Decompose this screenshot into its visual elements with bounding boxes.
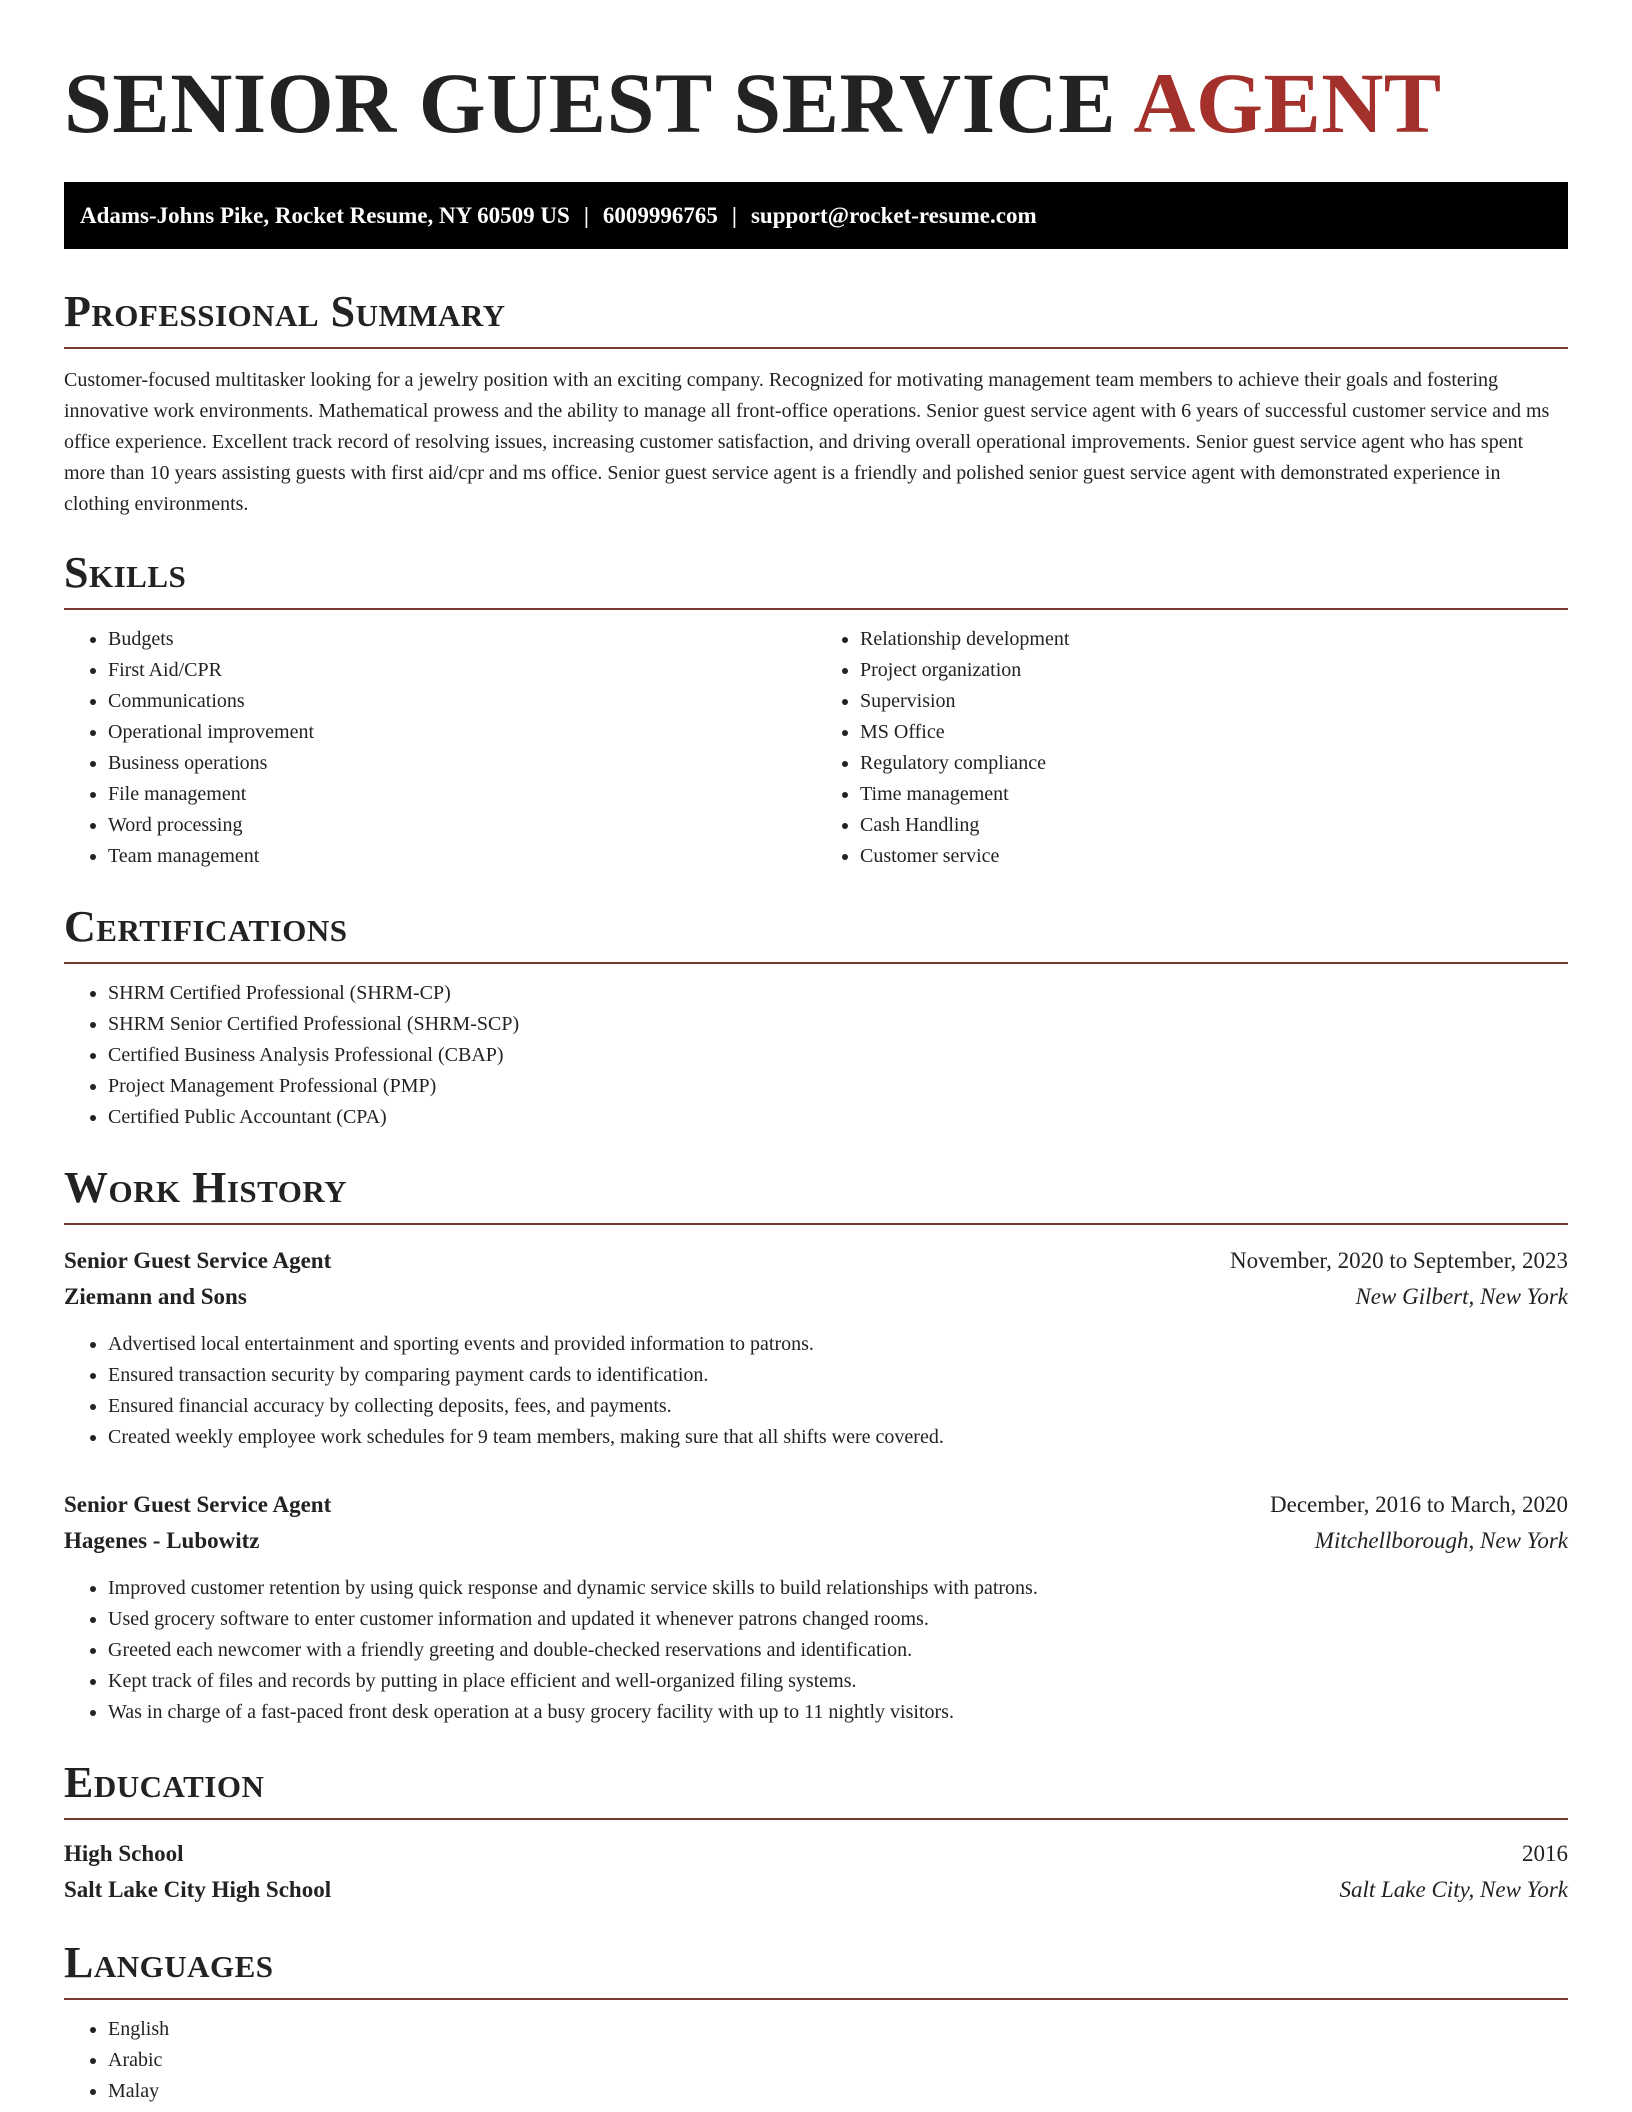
skill-item: • Regulatory compliance: [860, 748, 1568, 779]
skill-item: • First Aid/CPR: [108, 655, 816, 686]
section-title-work-history: Work History: [64, 1163, 348, 1212]
job-company: Hagenes - Lubowitz: [64, 1528, 260, 1553]
job-location: New Gilbert, New York: [1355, 1284, 1568, 1309]
job-bullet: • Used grocery software to enter customer information and updated it whenever patrons changed rooms.: [108, 1604, 1568, 1635]
skills-list-right: [816, 624, 1568, 872]
skills-section: [64, 548, 1568, 872]
resume-title: [64, 0, 1568, 150]
contact-email: support@rocket-resume.com: [750, 203, 1037, 228]
job-header-row: [64, 1487, 1568, 1523]
skill-item: • File management: [108, 779, 816, 810]
job-title: Senior Guest Service Agent: [64, 1492, 332, 1517]
work-history-section: [64, 1163, 1568, 1728]
contact-phone: 6009996765: [602, 203, 718, 228]
section-title-skills: Skills: [64, 548, 187, 597]
skill-item: • Supervision: [860, 686, 1568, 717]
section-title-certifications: Certifications: [64, 902, 348, 951]
job-entry: [64, 1243, 1568, 1453]
certification-item: • SHRM Certified Professional (SHRM-CP): [108, 978, 1568, 1009]
skill-item: • MS Office: [860, 717, 1568, 748]
job-title: Senior Guest Service Agent: [64, 1248, 332, 1273]
section-title-education: Education: [64, 1758, 265, 1807]
language-item: • Malay: [108, 2076, 1568, 2107]
certification-item: • Certified Public Accountant (CPA): [108, 1102, 1568, 1133]
skill-item: • Communications: [108, 686, 816, 717]
job-bullet: • Advertised local entertainment and sporting events and provided information to patrons.: [108, 1329, 1568, 1360]
section-divider: [64, 1818, 1568, 1820]
contact-bar: [64, 182, 1568, 249]
title-main: SENIOR GUEST SERVICE: [64, 55, 1117, 151]
skills-columns: [64, 610, 1568, 872]
job-entry: [64, 1487, 1568, 1728]
section-title-summary: Professional Summary: [64, 287, 506, 336]
job-header-row: [64, 1243, 1568, 1279]
languages-section: [64, 1938, 1568, 2107]
section-divider: [64, 347, 1568, 349]
education-year: 2016: [1522, 1841, 1568, 1866]
skill-item: • Word processing: [108, 810, 816, 841]
education-location: Salt Lake City, New York: [1339, 1877, 1568, 1902]
job-location: Mitchellborough, New York: [1314, 1528, 1568, 1553]
education-degree: High School: [64, 1841, 184, 1866]
job-bullet: • Was in charge of a fast-paced front desk operation at a busy grocery facility with up to 11 nightly visitors.: [108, 1697, 1568, 1728]
job-dates: November, 2020 to September, 2023: [1230, 1248, 1568, 1273]
section-divider: [64, 1223, 1568, 1225]
contact-separator: |: [583, 203, 589, 228]
job-bullets: [64, 1329, 1568, 1453]
job-bullet: • Created weekly employee work schedules for 9 team members, making sure that all shifts were covered.: [108, 1422, 1568, 1453]
skill-item: • Time management: [860, 779, 1568, 810]
summary-text: Customer-focused multitasker looking for a jewelry position with an exciting company. Recognized for motivating management team members to achieve their goals and fostering innovative work environments. Mathematical prowess and the ability to manage all front-office operations. Senior guest service agent with 6 years of successful customer service and ms office experience. Excellent track record of resolving issues, increasing customer satisfaction, and driving overall operational improvements. Senior guest service agent who has spent more than 10 years assisting guests with first aid/cpr and ms office. Senior guest service agent is a friendly and polished senior guest service agent with demonstrated experience in clothing environments.: [64, 369, 1550, 515]
title-accent: AGENT: [1133, 55, 1442, 151]
contact-separator: |: [731, 203, 737, 228]
education-school-row: [64, 1872, 1568, 1908]
job-bullet: • Ensured financial accuracy by collecting deposits, fees, and payments.: [108, 1391, 1568, 1422]
certifications-list: [64, 978, 1568, 1133]
section-title-languages: Languages: [64, 1938, 274, 1987]
job-bullet: • Improved customer retention by using quick response and dynamic service skills to build relationships with patrons.: [108, 1573, 1568, 1604]
education-entry: [64, 1836, 1568, 1908]
skill-item: • Budgets: [108, 624, 816, 655]
job-company-row: [64, 1279, 1568, 1315]
language-item: • English: [108, 2014, 1568, 2045]
skill-item: • Team management: [108, 841, 816, 872]
skill-item: • Customer service: [860, 841, 1568, 872]
language-item: • Arabic: [108, 2045, 1568, 2076]
skill-item: • Relationship development: [860, 624, 1568, 655]
job-company-row: [64, 1523, 1568, 1559]
skill-item: • Cash Handling: [860, 810, 1568, 841]
resume-page: [64, 0, 1568, 2107]
certification-item: • SHRM Senior Certified Professional (SHRM-SCP): [108, 1009, 1568, 1040]
skill-item: • Operational improvement: [108, 717, 816, 748]
job-bullet: • Greeted each newcomer with a friendly greeting and double-checked reservations and identification.: [108, 1635, 1568, 1666]
contact-address: Adams-Johns Pike, Rocket Resume, NY 60509 US: [80, 203, 570, 228]
job-dates: December, 2016 to March, 2020: [1270, 1492, 1568, 1517]
job-bullet: • Ensured transaction security by comparing payment cards to identification.: [108, 1360, 1568, 1391]
summary-section: [64, 287, 1568, 520]
job-bullets: [64, 1573, 1568, 1728]
job-bullet: • Kept track of files and records by putting in place efficient and well-organized filing systems.: [108, 1666, 1568, 1697]
section-divider: [64, 962, 1568, 964]
education-header-row: [64, 1836, 1568, 1872]
certification-item: • Project Management Professional (PMP): [108, 1071, 1568, 1102]
skill-item: • Business operations: [108, 748, 816, 779]
education-school: Salt Lake City High School: [64, 1877, 332, 1902]
languages-list: [64, 2014, 1568, 2107]
skills-list-left: [64, 624, 816, 872]
section-divider: [64, 1998, 1568, 2000]
certification-item: • Certified Business Analysis Professional (CBAP): [108, 1040, 1568, 1071]
job-company: Ziemann and Sons: [64, 1284, 247, 1309]
education-section: [64, 1758, 1568, 1908]
certifications-section: [64, 902, 1568, 1133]
skill-item: • Project organization: [860, 655, 1568, 686]
